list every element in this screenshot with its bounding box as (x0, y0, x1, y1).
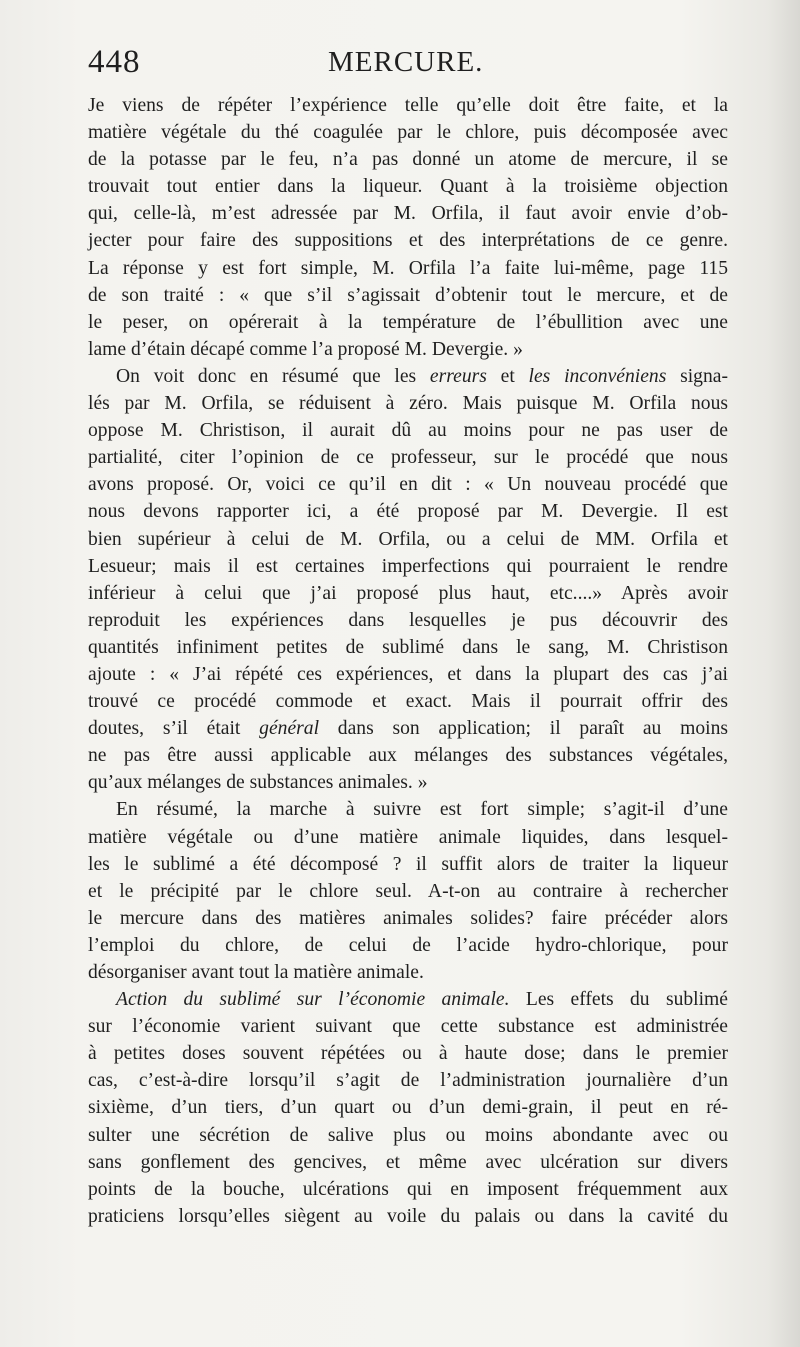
text-segment: inférieur à celui que j’ai proposé plus haut, etc....» Après avoir (88, 582, 728, 604)
text-line (88, 634, 728, 661)
text-segment: signa- (666, 365, 728, 387)
text-line (88, 255, 728, 282)
text-segment: de la potasse par le feu, n’a pas donné un atome de mercure, il se (88, 149, 728, 171)
text-line (88, 200, 728, 227)
text-segment: bien supérieur à celui de M. Orfila, ou a celui de MM. Orfila et (88, 528, 728, 550)
text-segment: partialité, citer l’opinion de ce professeur, sur le procédé que nous (88, 447, 728, 469)
text-line (88, 553, 728, 580)
text-segment: nous devons rapporter ici, a été proposé par M. Devergie. Il est (88, 501, 728, 523)
text-line (88, 878, 728, 905)
text-line (88, 986, 728, 1013)
text-line (88, 580, 728, 607)
text-line (88, 526, 728, 553)
text-segment: et le précipité par le chlore seul. A-t-on au contraire à rechercher (88, 880, 728, 902)
text-line (88, 1203, 728, 1230)
text-line (88, 1176, 728, 1203)
text-line (88, 1094, 728, 1121)
text-line (88, 282, 728, 309)
text-line (88, 932, 728, 959)
text-line (88, 336, 728, 363)
text-line (88, 715, 728, 742)
text-segment: En résumé, la marche à suivre est fort simple; s’agit-il d’une (116, 799, 728, 821)
italic-text: général (259, 718, 320, 740)
text-segment: avons proposé. Or, voici ce qu’il en dit : « Un nouveau procédé que (88, 474, 728, 496)
italic-text: Action du sublimé sur l’économie animale. (116, 989, 510, 1011)
text-line (88, 92, 728, 119)
text-line (88, 742, 728, 769)
text-segment: Lesueur; mais il est certaines imperfections qui pourraient le rendre (88, 555, 728, 577)
text-line (88, 363, 728, 390)
text-segment: Je viens de répéter l’expérience telle qu’elle doit être faite, et la (88, 95, 728, 116)
text-segment: lame d’étain décapé comme l’a proposé M. Devergie. » (88, 338, 523, 360)
text-line (88, 959, 728, 986)
text-segment: quantités infiniment petites de sublimé dans le sang, M. Christison (88, 636, 728, 658)
text-segment: trouvait tout entier dans la liqueur. Quant à la troisième objection (88, 176, 728, 198)
text-segment: l’emploi du chlore, de celui de l’acide hydro-chlorique, pour (88, 934, 728, 956)
text-line (88, 146, 728, 173)
text-line (88, 1122, 728, 1149)
page-number: 448 (88, 44, 141, 80)
text-line (88, 1013, 728, 1040)
text-segment: praticiens lorsqu’elles siègent au voile du palais ou dans la cavité du (88, 1205, 728, 1227)
text-line (88, 688, 728, 715)
text-line (88, 444, 728, 471)
text-line (88, 1040, 728, 1067)
text-line (88, 119, 728, 146)
text-segment: ajoute : « J’ai répété ces expériences, et dans la plupart des cas j’ai (88, 663, 728, 685)
text-segment: trouvé ce procédé commode et exact. Mais il pourrait offrir des (88, 691, 728, 713)
text-line (88, 824, 728, 851)
text-segment: sixième, d’un tiers, d’un quart ou d’un demi-grain, il peut en ré- (88, 1097, 728, 1119)
text-segment: qui, celle-là, m’est adressée par M. Orfila, il faut avoir envie d’ob- (88, 203, 728, 225)
text-line (88, 498, 728, 525)
running-title: MERCURE. (328, 46, 484, 78)
text-line (88, 1149, 728, 1176)
text-line (88, 471, 728, 498)
text-segment: matière végétale du thé coagulée par le chlore, puis décomposée avec (88, 122, 728, 144)
text-segment: sulter une sécrétion de salive plus ou moins abondante avec ou (88, 1124, 728, 1146)
text-line (88, 417, 728, 444)
text-segment: dans son application; il paraît au moins (319, 718, 728, 740)
text-segment: le mercure dans des matières animales solides? faire précéder alors (88, 907, 728, 929)
text-segment: et (486, 365, 529, 387)
text-segment: qu’aux mélanges de substances animales. » (88, 772, 428, 794)
page-header (88, 44, 728, 88)
text-segment: matière végétale ou d’une matière animale liquides, dans lesquel- (88, 826, 728, 848)
italic-text: les inconvéniens (528, 365, 667, 387)
text-segment: désorganiser avant tout la matière animale. (88, 962, 424, 983)
text-segment: lés par M. Orfila, se réduisent à zéro. Mais puisque M. Orfila nous (88, 393, 728, 415)
text-segment: Les effets du sublimé (509, 989, 728, 1011)
text-segment: sans gonflement des gencives, et même avec ulcération sur divers (88, 1151, 728, 1173)
text-segment: à petites doses souvent répétées ou à haute dose; dans le premier (88, 1043, 728, 1065)
text-segment: oppose M. Christison, il aurait dû au moins pour ne pas user de (88, 420, 728, 442)
text-line (88, 851, 728, 878)
body-text (88, 92, 728, 1230)
text-segment: les le sublimé a été décomposé ? il suffit alors de traiter la liqueur (88, 853, 728, 875)
text-segment: doutes, s’il était (88, 718, 260, 740)
text-line (88, 769, 728, 796)
text-line (88, 1067, 728, 1094)
text-segment: de son traité : « que s’il s’agissait d’obtenir tout le mercure, et de (88, 284, 728, 306)
text-line (88, 905, 728, 932)
text-line (88, 796, 728, 823)
text-segment: cas, c’est-à-dire lorsqu’il s’agit de l’administration journalière d’un (88, 1070, 728, 1092)
text-line (88, 309, 728, 336)
text-line (88, 607, 728, 634)
text-segment: sur l’économie varient suivant que cette substance est administrée (88, 1016, 728, 1038)
text-segment: points de la bouche, ulcérations qui en imposent fréquemment aux (88, 1178, 728, 1200)
text-line (88, 661, 728, 688)
text-segment: reproduit les expériences dans lesquelles je pus découvrir des (88, 609, 728, 631)
text-segment: On voit donc en résumé que les (116, 365, 430, 387)
text-segment: le peser, on opérerait à la température de l’ébullition avec une (88, 311, 728, 333)
text-segment: La réponse y est fort simple, M. Orfila l’a faite lui-même, page 115 (88, 257, 728, 279)
text-line (88, 227, 728, 254)
text-line (88, 173, 728, 200)
text-segment: jecter pour faire des suppositions et des interprétations de ce genre. (88, 230, 728, 252)
text-segment: ne pas être aussi applicable aux mélanges des substances végétales, (88, 745, 728, 767)
italic-text: erreurs (429, 365, 487, 387)
text-line (88, 390, 728, 417)
